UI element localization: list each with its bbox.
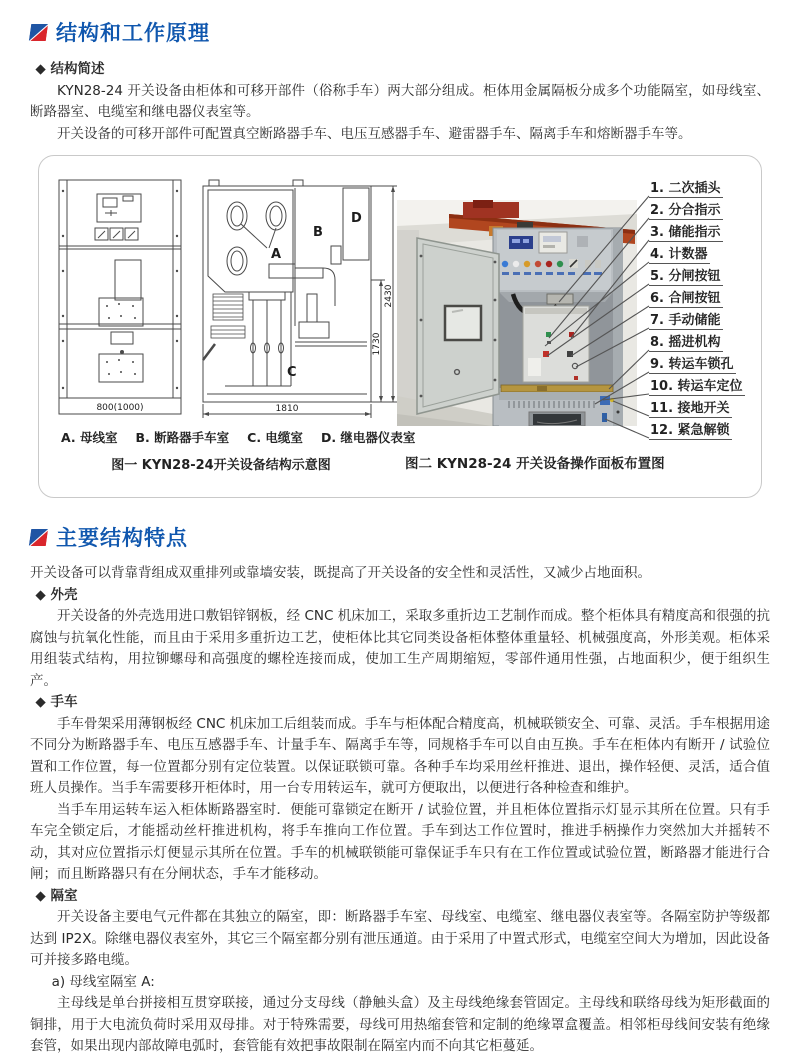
section2-title: 主要结构特点 — [56, 526, 188, 550]
legend-item-d: D. 继电器仪表室 — [320, 430, 416, 445]
compartment-label-d: D — [351, 211, 362, 226]
callout-label-9: 9. 转运车锁孔 — [650, 357, 734, 372]
handcart-para1: 手车骨架采用薄钢板经 CNC 机床加工后组装而成。手车与柜体配合精度高，机械联锁安全、可靠、灵活。手车根据用途不同分为断路器手车、电压互感器手车、计量手车、隔离手车等，同规格手车可以自由互换。手车在柜体内有断开 / 试验位置和工作位置，每一位置都分别有定位装置。以保证联锁可靠。各种手车均采用丝杆推进、退出，操作轻便、灵活，适合值班人员操作。当手车需要移开柜体时，用一台专用转运车，就可方便取出，以便进行各种检查和维护。 — [30, 715, 770, 796]
figure-panel — [38, 155, 762, 498]
callout-label-4: 4. 计数器 — [650, 247, 708, 262]
features-intro: 开关设备可以背靠背组成双重排列或靠墙安装，既提高了开关设备的安全性和灵活性，又减少占地面积。 — [30, 565, 651, 581]
dim-height-total: 2430 — [384, 284, 394, 308]
callout-label-2: 2. 分合指示 — [650, 203, 721, 218]
section2-header — [30, 498, 770, 552]
section1-header — [30, 0, 770, 47]
dim-height-inner: 1730 — [372, 332, 382, 356]
compartment-label-b: B — [313, 225, 323, 240]
compartment-para: 开关设备主要电气元件都在其独立的隔室，即：断路器手车室、母线室、电缆室、继电器仪表室等。各隔室防护等级都达到 IP2X。除继电器仪表室外，其它三个隔室都分别有泄压通道。由于采用了中置式形式，电缆室空间大为增加，因此设备可并接多路电缆。 — [30, 909, 770, 968]
compartment-label-a: A — [271, 247, 282, 262]
callout-label-1: 1. 二次插头 — [650, 181, 721, 196]
callout-label-7: 7. 手动储能 — [650, 313, 721, 328]
busbar-room-label: a) 母线室隔室 A: — [51, 973, 155, 990]
section1-title: 结构和工作原理 — [56, 21, 210, 45]
dim-front-width: 800(1000) — [96, 403, 144, 413]
section-marker-icon — [29, 24, 48, 41]
enclosure-para: 开关设备的外壳选用进口敷铝锌钢板，经 CNC 机床加工，采取多重折边工艺制作而成。整个柜体具有精度高和很强的抗腐蚀与抗氧化性能，而且由于采用多重折边工艺，使柜体比其它同类设备柜体整体重量轻、机械强度高，外形美观。柜体采用组装式结构，用拉铆螺母和高强度的螺栓连接而成，使加工生产周期缩短，零部件通用性强，占地面积少，便于组织生产。 — [30, 608, 770, 689]
callout-label-8: 8. 摇进机构 — [650, 335, 721, 350]
enclosure-label: ◆ 外壳 — [35, 586, 78, 603]
callout-label-11: 11. 接地开关 — [650, 401, 730, 416]
callout-label-6: 6. 合闸按钮 — [650, 291, 721, 306]
dim-side-width: 1810 — [275, 404, 299, 414]
compartment-label-c: C — [287, 365, 297, 380]
handcart-para2: 当手车用运转车运入柜体断路器室时．便能可靠锁定在断开 / 试验位置，并且柜体位置指示灯显示其所在位置。只有手车完全锁定后，才能摇动丝杆推进机构，将手车推向工作位置。手车到达工作位置时，推进手柄操作力突然加大并摇转不动，其对应位置指示灯便显示其所在位置。手车的机械联锁能可靠保证手车只有在工作位置或试验位置，断路器才能进行合闸；而且断路器只有在分闸状态，手车才能移动。 — [30, 801, 770, 882]
figure1-caption: 图一 KYN28-24开关设备结构示意图 — [111, 458, 331, 473]
busbar-room-para: 主母线是单台拼接相互贯穿联接，通过分支母线（静触头盒）及主母线绝缘套管固定。主母线和联络母线为矩形截面的铜排，用于大电流负荷时采用双母排。对于特殊需要，母线可用热缩套管和定制的绝缘罩盒覆盖。相邻柜母线间安装有绝缘套管，如果出现内部故障电弧时，套管能有效把事故限制在隔室内而不向其它柜蔓延。 — [30, 995, 770, 1054]
figure2-caption: 图二 KYN28-24 开关设备操作面板布置图 — [405, 456, 665, 472]
legend-item-a: A. 母线室 — [61, 430, 118, 445]
legend-item-b: B. 断路器手车室 — [135, 430, 230, 445]
callout-label-3: 3. 储能指示 — [650, 225, 721, 240]
callout-label-5: 5. 分闸按钮 — [650, 269, 721, 284]
operation-panel-photo — [397, 200, 637, 426]
structure-brief-para1: KYN28-24 开关设备由柜体和可移开部件（俗称手车）两大部分组成。柜体用金属隔板分成多个功能隔室，如母线室、断路器室、电缆室和继电器仪表室等。 — [30, 82, 770, 120]
section-marker-icon — [29, 529, 48, 546]
structure-brief-label: ◆ 结构简述 — [35, 61, 105, 77]
handcart-label: ◆ 手车 — [35, 694, 78, 710]
compartment-label: ◆ 隔室 — [35, 887, 78, 904]
callout-label-10: 10. 转运车定位 — [650, 379, 743, 394]
structure-brief-para2: 开关设备的可移开部件可配置真空断路器手车、电压互感器手车、避雷器手车、隔离手车和熔断器手车等。 — [57, 125, 692, 142]
callout-label-12: 12. 紧急解锁 — [650, 423, 730, 438]
structure-diagram — [55, 176, 397, 424]
legend-item-c: C. 电缆室 — [247, 430, 303, 445]
diagram-legend — [61, 428, 416, 446]
